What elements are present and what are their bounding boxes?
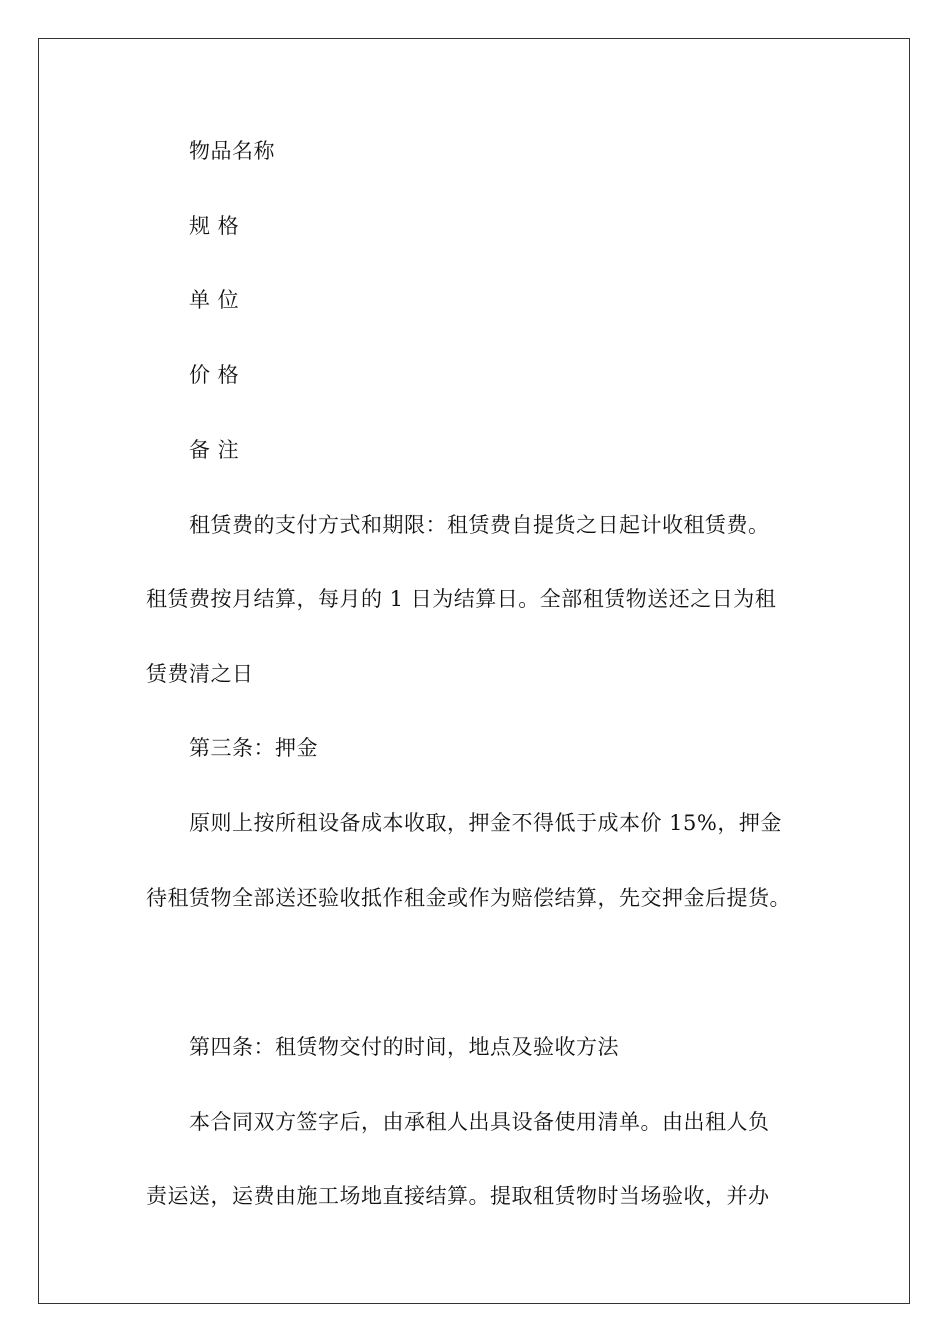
payment-paragraph-line-3: 赁费清之日 (146, 662, 254, 686)
price-label: 价 格 (189, 363, 240, 387)
remarks-label: 备 注 (189, 438, 240, 462)
unit-label: 单 位 (189, 288, 240, 312)
article-3-heading: 第三条：押金 (189, 736, 318, 760)
delivery-paragraph-line-2: 责运送，运费由施工场地直接结算。提取租赁物时当场验收，并办 (146, 1184, 770, 1208)
deposit-paragraph-line-1: 原则上按所租设备成本收取，押金不得低于成本价 15%，押金 (189, 811, 782, 835)
delivery-paragraph-line-1: 本合同双方签字后，由承租人出具设备使用清单。由出租人负 (189, 1110, 770, 1134)
deposit-paragraph-line-2: 待租赁物全部送还验收抵作租金或作为赔偿结算，先交押金后提货。 (146, 886, 791, 910)
article-4-heading: 第四条：租赁物交付的时间，地点及验收方法 (189, 1035, 619, 1059)
payment-paragraph-line-2: 租赁费按月结算，每月的 1 日为结算日。全部租赁物送还之日为租 (146, 587, 777, 611)
payment-paragraph-line-1: 租赁费的支付方式和期限：租赁费自提货之日起计收租赁费。 (189, 513, 770, 537)
spec-label: 规 格 (189, 214, 240, 238)
item-name-label: 物品名称 (189, 139, 275, 163)
